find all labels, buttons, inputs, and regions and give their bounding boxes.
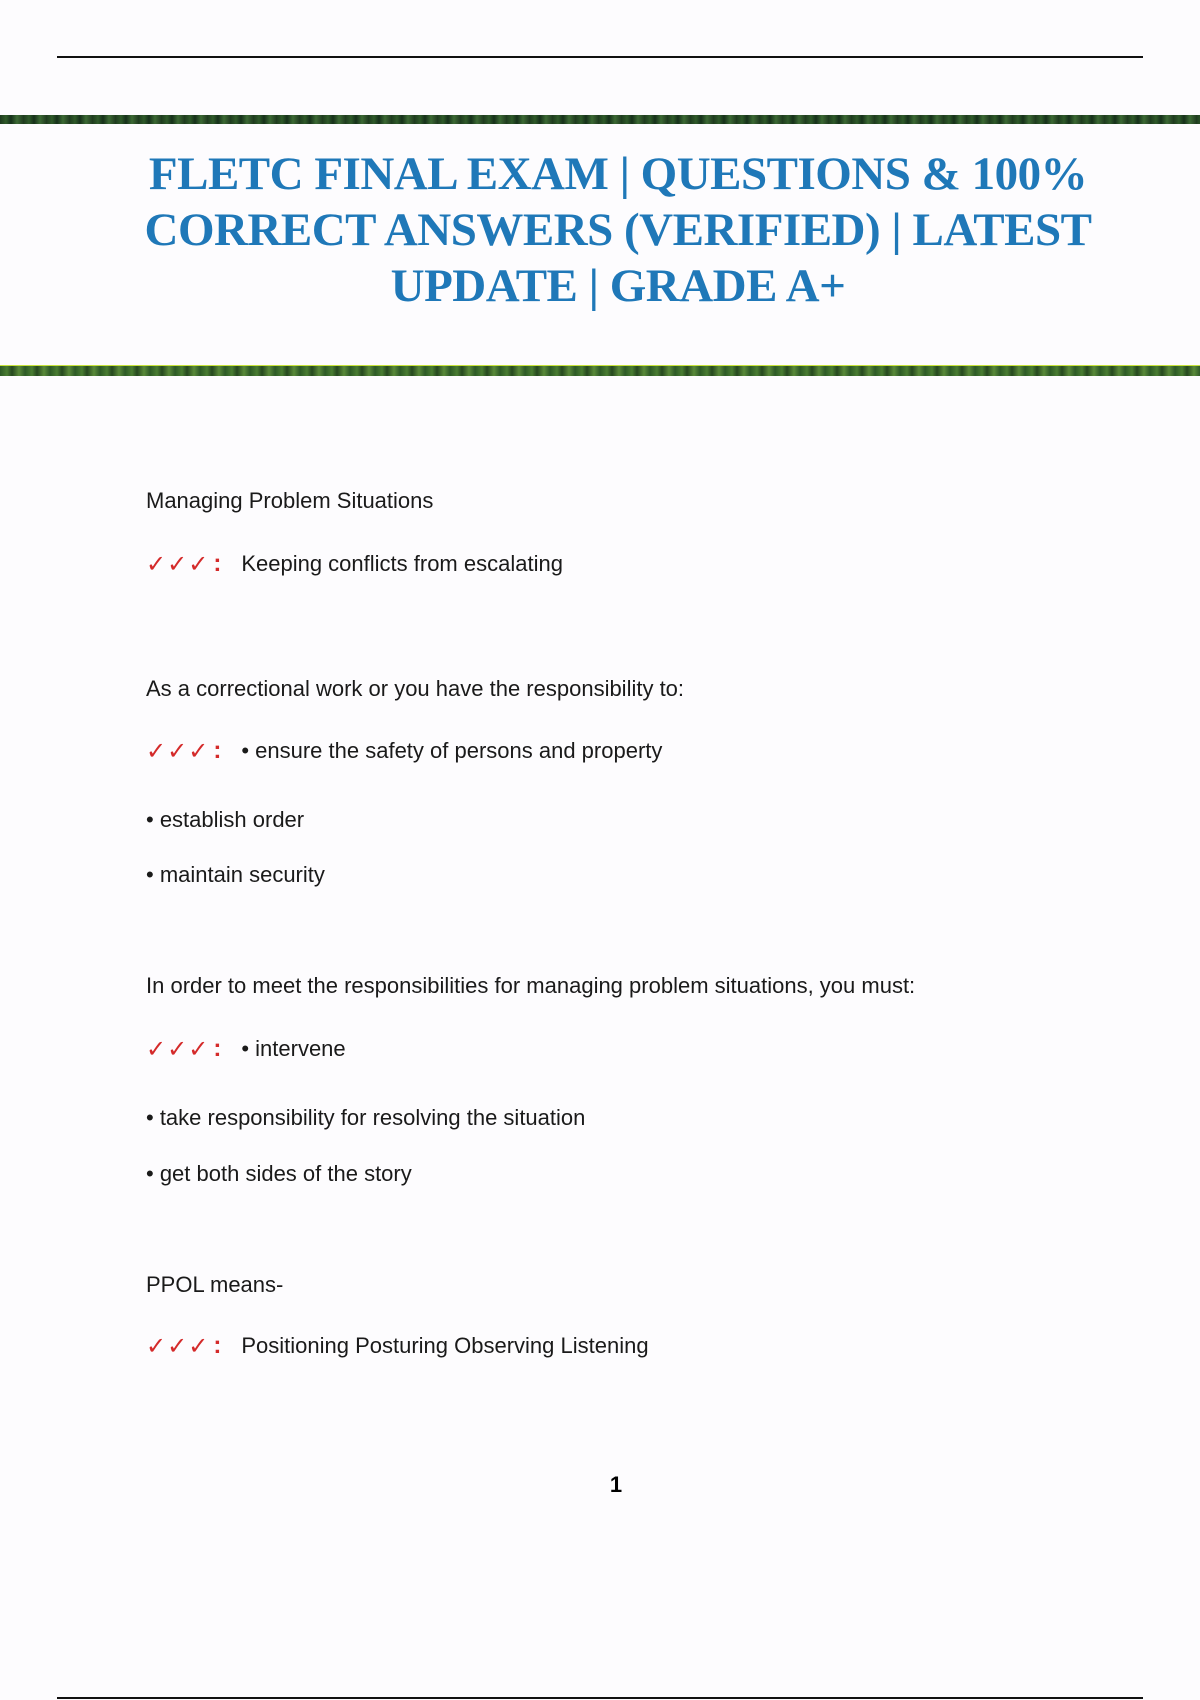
answer-bullet: • get both sides of the story [146,1161,412,1186]
answer-colon: : [213,737,222,764]
footer-rule [57,1697,1143,1699]
question-text: In order to meet the responsibilities for managing problem situations, you must: [146,973,916,998]
title-band-top [0,115,1200,124]
answer-bullet: • establish order [146,807,305,832]
page-number: 1 [609,1472,623,1497]
checkmarks-icon: ✓✓✓ [146,737,210,765]
answer-text: • ensure the safety of persons and property [241,738,663,763]
answer-text: Positioning Posturing Observing Listening [241,1333,649,1358]
question-text: Managing Problem Situations [146,488,434,513]
answer-line [146,1036,346,1062]
answer-colon: : [213,1332,222,1359]
answer-colon: : [213,1035,222,1062]
answer-text: Keeping conflicts from escalating [241,551,563,576]
checkmarks-icon: ✓✓✓ [146,550,210,578]
title-band-bottom [0,365,1200,376]
answer-text: • intervene [241,1036,346,1061]
answer-line [146,738,662,764]
answer-line [146,1333,649,1359]
answer-bullet: • take responsibility for resolving the situation [146,1105,586,1130]
checkmarks-icon: ✓✓✓ [146,1332,210,1360]
document-title: FLETC FINAL EXAM | QUESTIONS & 100% CORRECT ANSWERS (VERIFIED) | LATEST UPDATE | GRADE A+ [144,148,1092,312]
answer-bullet: • maintain security [146,862,325,887]
header-rule [57,56,1143,58]
question-text: As a correctional work or you have the responsibility to: [146,676,685,701]
checkmarks-icon: ✓✓✓ [146,1035,210,1063]
answer-line [146,551,563,577]
answer-colon: : [213,550,222,577]
question-text: PPOL means- [146,1272,284,1297]
